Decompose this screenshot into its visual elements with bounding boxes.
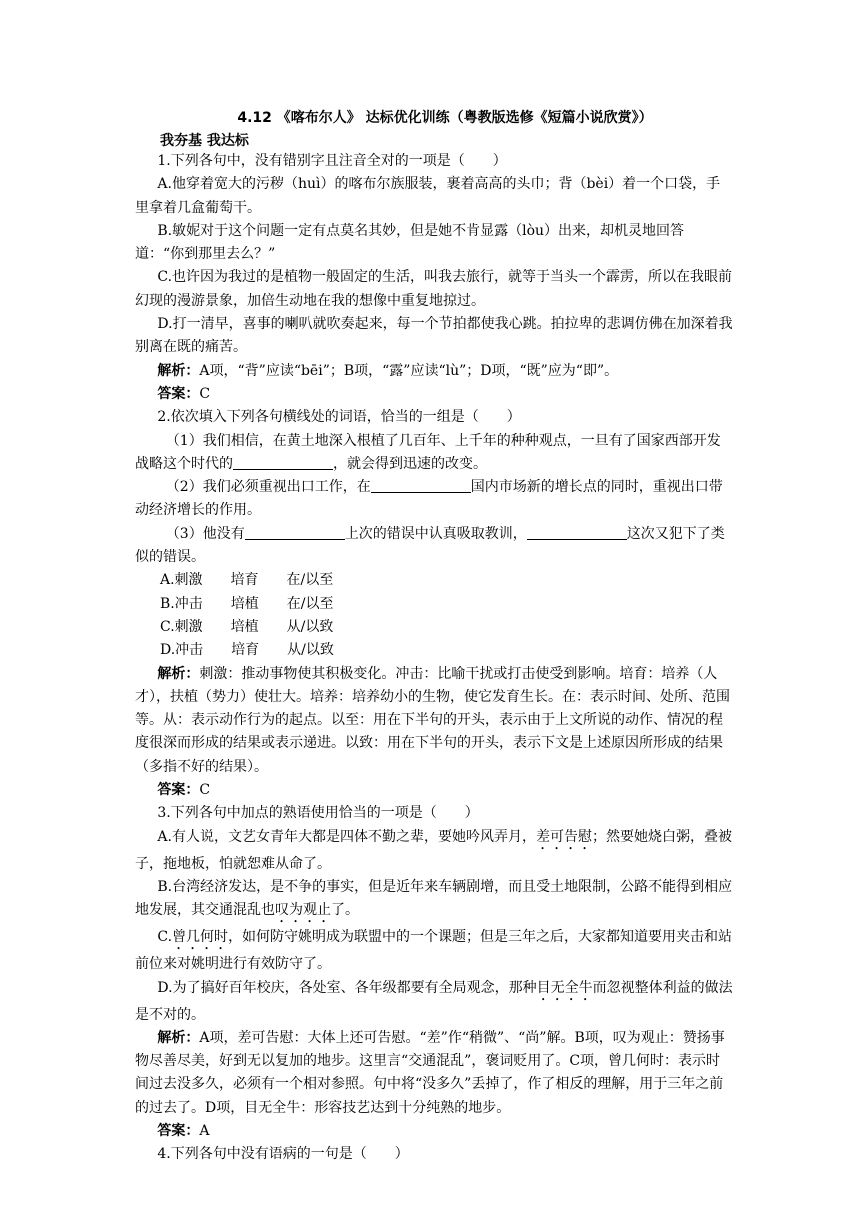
q2-option-d: D.冲击 培育 从/以致 — [160, 642, 334, 659]
fill-blank — [245, 525, 345, 540]
q3-stem: 3.下列各句中加点的熟语使用恰当的一项是（ ） — [157, 805, 479, 822]
emphasized-idiom: 曾几何时 — [172, 929, 229, 946]
document-body — [135, 150, 733, 1167]
answer-label: 答案： — [157, 1122, 200, 1139]
answer-text: C — [199, 385, 211, 402]
q1-stem: 1.下列各句中，没有错别字且注音全对的一项是（ ） — [157, 153, 507, 169]
q2-answer — [135, 779, 733, 802]
q3-option-d: D.为了搞好百年校庆，各处室、各年级都要有全局观念，那种目无全牛而忽视整体利益的做法是不对的。 — [135, 979, 733, 1023]
page-title: 4.12 《喀布尔人》 达标优化训练（粤教版选修《短篇小说欣赏》） — [237, 110, 653, 126]
q3-option-b: B.台湾经济发达，是不争的事实，但是近年来车辆剧增，而且受土地限制，公路不能得到相应地发展，其交通混乱也叹为观止了。 — [135, 878, 733, 919]
analysis-label: 解析： — [157, 362, 200, 379]
q2-sentence-2: （2）我们必须重视出口工作，在 国内市场新的增长点的同时，重视出口带动经济增长的作用。 — [135, 479, 723, 519]
q1-option-d: D.打一清早，喜事的喇叭就吹奏起来，每一个节拍都使我心跳。拍拉卑的悲调仿佛在加深着我别离在既的痛苦。 — [135, 316, 733, 356]
q2-option-a: A.刺激 培育 在/以至 — [160, 572, 334, 589]
analysis-text: A项，差可告慰：大体上还可告慰。“差”作“稍微”、“尚”解。B项，叹为观止：赞扬事物尽善尽美，好到无以复加的地步。这里言“交通混乱”，褒词贬用了。C项，曾几何时：表示时间过去没多久，必须有一个相对参照。句中将“没多久”丢掉了，作了相反的理解，用于三年之前的过去了。D项，目无全牛：形容技艺达到十分纯熟的地步。 — [135, 1029, 725, 1116]
q4-stem: 4.下列各句中没有语病的一句是（ ） — [157, 1146, 409, 1163]
q2-stem: 2.依次填入下列各句横线处的词语，恰当的一组是（ ） — [157, 409, 521, 426]
q2-options — [135, 569, 733, 662]
answer-text: A — [199, 1122, 210, 1139]
q2-option-b: B.冲击 培植 在/以至 — [160, 595, 334, 612]
q1-analysis — [135, 360, 733, 383]
analysis-text: A项，“背”应读“bēi”；B项，“露”应读“lù”；D项，“既”应为“即”。 — [199, 362, 619, 379]
fill-blank — [371, 478, 471, 493]
q3-answer — [135, 1120, 733, 1143]
q1-option-a: A.他穿着宽大的污秽（huì）的喀布尔族服装，裹着高高的头巾；背（bèi）着一个口袋，手里拿着几盒葡萄干。 — [135, 176, 721, 216]
q3-analysis — [135, 1027, 733, 1120]
analysis-label: 解析： — [157, 1029, 200, 1046]
emphasized-idiom: 目无全牛 — [536, 979, 593, 996]
q1-option-b: B.敏妮对于这个问题一定有点莫名其妙，但是她不肯显露（lòu）出来，却机灵地回答道：“你到那里去么？” — [135, 222, 685, 263]
answer-label: 答案： — [157, 385, 200, 402]
q1-answer — [135, 383, 733, 406]
answer-label: 答案： — [157, 782, 200, 799]
q2-option-c: C.刺激 培植 从/以致 — [160, 618, 334, 635]
answer-text: C — [199, 782, 211, 799]
section-heading: 我夯基 我达标 — [160, 133, 249, 149]
q2-sentence-1: （1）我们相信，在黄土地深入根植了几百年、上千年的种种观点，一旦有了国家西部开发战略这个时代的 ，就会得到迅速的改变。 — [135, 432, 721, 472]
q2-sentence-3: （3）他没有 上次的错误中认真吸取教训， 这次又犯下了类似的错误。 — [135, 525, 725, 566]
q2-analysis — [135, 663, 733, 779]
emphasized-idiom: 差可告慰 — [535, 828, 592, 845]
fill-blank — [527, 525, 627, 540]
q3-option-a: A.有人说，文艺女青年大都是四体不勤之辈，要她吟风弄月，差可告慰；然要她烧白粥，叠被子，拖地板，怕就恕难从命了。 — [135, 828, 732, 872]
q1-option-c: C.也许因为我过的是植物一般固定的生活，叫我去旅行，就等于当头一个霹雳，所以在我眼前幻现的漫游景象，加倍生动地在我的想像中重复地掠过。 — [135, 269, 733, 309]
analysis-text: 刺激：推动事物使其积极变化。冲击：比喻干扰或打击使受到影响。培育：培养（人才），扶植（势力）使壮大。培养：培养幼小的生物，使它发育生长。在：表示时间、处所、范围等。从：表示动作行为的起点。以至：用在下半句的开头，表示由于上文所说的动作、情况的程度很深而形成的结果或表示递进。以致：用在下半句的开头，表示下文是上述原因所形成的结果（多指不好的结果）。 — [135, 665, 730, 775]
analysis-label: 解析： — [157, 665, 200, 682]
fill-blank — [233, 455, 333, 470]
q3-option-c: C.曾几何时，如何防守姚明成为联盟中的一个课题；但是三年之后，大家都知道要用夹击和站前位来对姚明进行有效防守了。 — [135, 929, 733, 973]
emphasized-idiom: 叹为观止 — [275, 902, 331, 919]
